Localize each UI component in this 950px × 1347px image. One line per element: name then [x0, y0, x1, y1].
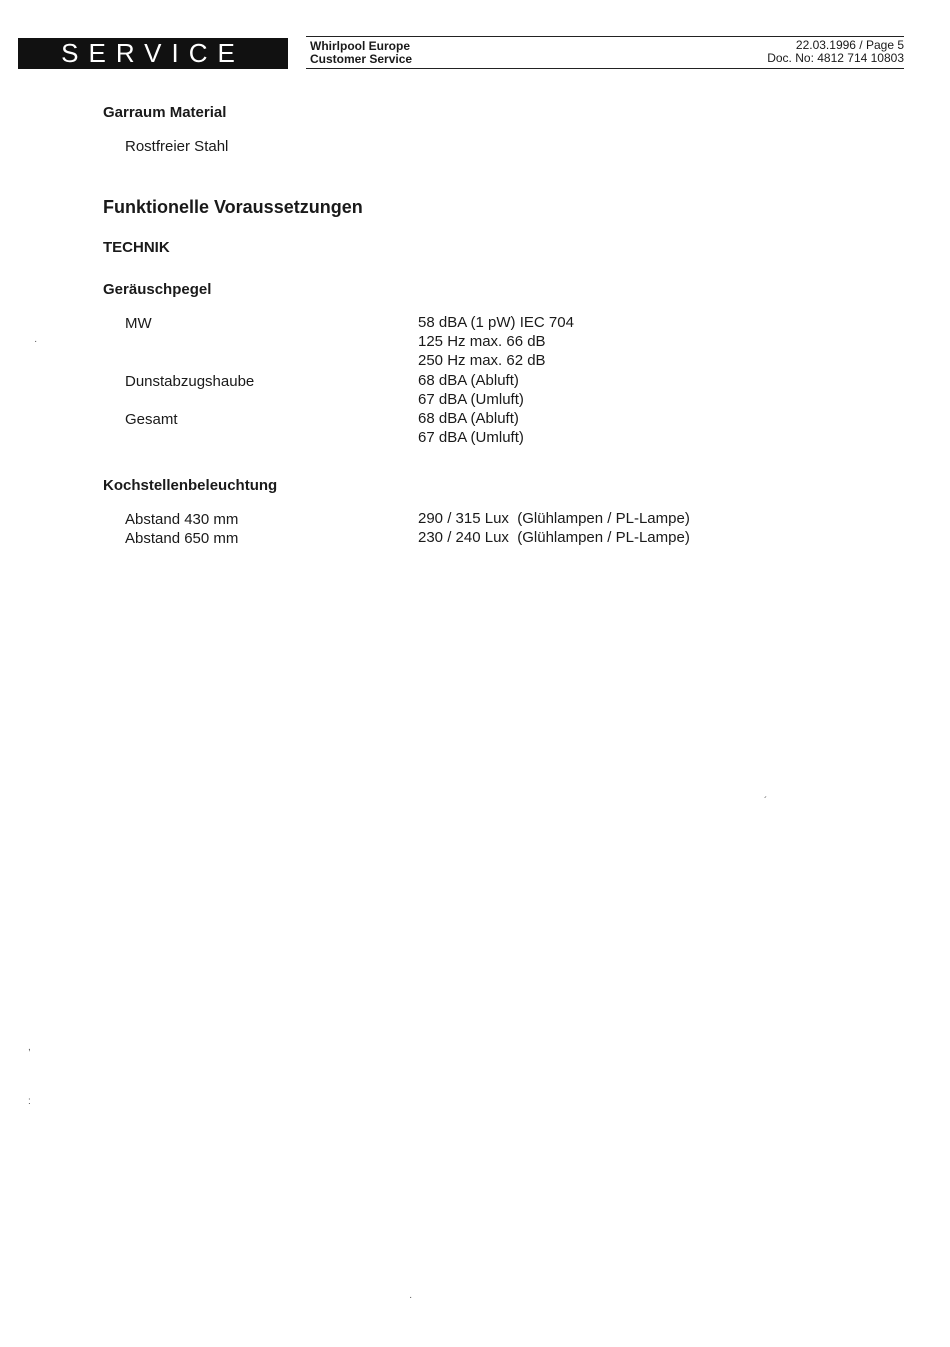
company-block	[310, 40, 412, 66]
company-name: Whirlpool Europe	[310, 39, 410, 53]
lighting-label: Abstand 430 mm	[125, 511, 239, 528]
noise-value: 125 Hz max. 66 dB	[418, 333, 546, 351]
noise-value: 68 dBA (Abluft)	[418, 372, 519, 389]
doc-info	[767, 39, 904, 65]
service-banner: SERVICE	[18, 38, 288, 69]
scan-speck: ·	[409, 1292, 413, 1303]
date-page: 22.03.1996 / Page 5	[795, 38, 904, 52]
noise-values-total	[418, 409, 524, 447]
scan-speck: :	[28, 1096, 31, 1107]
noise-label-hood: Dunstabzugshaube	[125, 373, 255, 390]
scan-speck: ·	[34, 336, 38, 347]
lighting-label: Abstand 650 mm	[125, 530, 239, 547]
noise-value: 67 dBA (Umluft)	[418, 391, 524, 409]
noise-value: 67 dBA (Umluft)	[418, 429, 524, 447]
lighting-value: 290 / 315 Lux (Glühlampen / PL-Lampe)	[418, 510, 690, 527]
scan-speck: ,	[28, 1042, 31, 1053]
lighting-value: 230 / 240 Lux (Glühlampen / PL-Lampe)	[418, 529, 690, 546]
header-rule-top	[306, 36, 904, 37]
kochstellen-heading: Kochstellenbeleuchtung	[103, 477, 278, 494]
garraum-value: Rostfreier Stahl	[125, 138, 229, 155]
noise-label-mw: MW	[125, 315, 152, 332]
noise-label-total: Gesamt	[125, 411, 178, 428]
doc-number: Doc. No: 4812 714 10803	[767, 51, 904, 65]
noise-value: 250 Hz max. 62 dB	[418, 352, 546, 370]
section-title: Funktionelle Voraussetzungen	[103, 197, 363, 217]
scan-speck: ´	[764, 796, 768, 807]
geraeusch-heading: Geräuschpegel	[103, 281, 212, 298]
noise-value: 58 dBA (1 pW) IEC 704	[418, 314, 574, 331]
header-rule-bottom	[306, 68, 904, 69]
garraum-heading: Garraum Material	[103, 104, 227, 121]
noise-values-hood	[418, 371, 524, 409]
noise-value: 68 dBA (Abluft)	[418, 410, 519, 427]
company-department: Customer Service	[310, 52, 413, 66]
technik-heading: TECHNIK	[103, 239, 170, 256]
noise-values-mw	[418, 313, 574, 371]
